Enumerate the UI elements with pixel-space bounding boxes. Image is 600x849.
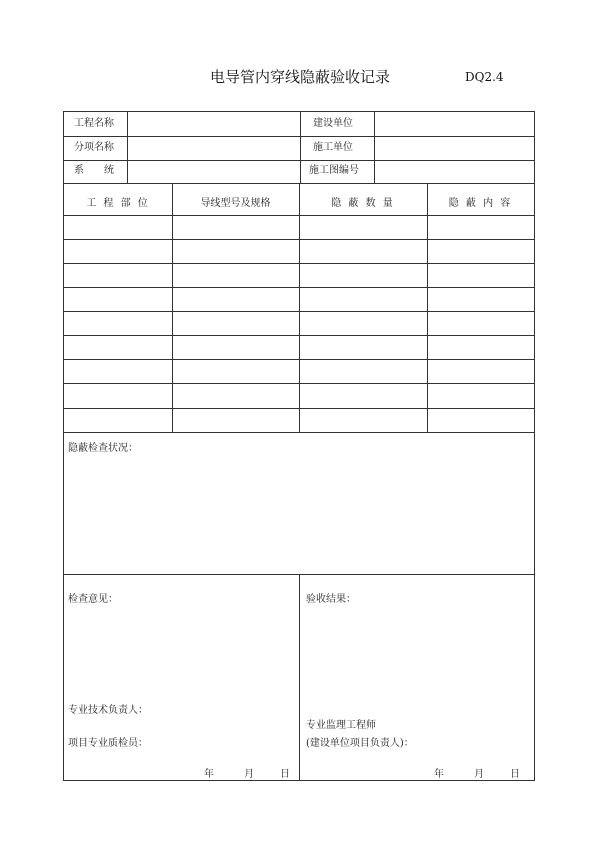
table-cell[interactable] — [67, 244, 169, 258]
tech-lead-label: 专业技术负责人： — [68, 705, 148, 716]
hidden-inspection-field[interactable] — [68, 457, 530, 572]
table-cell[interactable] — [302, 292, 424, 306]
table-cell[interactable] — [67, 364, 169, 378]
table-cell[interactable] — [302, 268, 424, 282]
inspection-opinion-label: 检查意见： — [68, 594, 118, 605]
result-date-day: 日 — [510, 769, 520, 780]
result-date-year: 年 — [434, 769, 444, 780]
table-cell[interactable] — [430, 220, 531, 234]
opinion-date-year: 年 — [204, 769, 214, 780]
table-cell[interactable] — [175, 388, 296, 402]
table-cell[interactable] — [430, 388, 531, 402]
table-cell[interactable] — [302, 388, 424, 402]
opinion-date-day: 日 — [280, 769, 290, 780]
header-location: 工 程 部 位 — [86, 198, 150, 209]
client-unit-label: 建设单位 — [313, 118, 353, 129]
table-cell[interactable] — [430, 244, 531, 258]
table-cell[interactable] — [175, 340, 296, 354]
table-cell[interactable] — [67, 292, 169, 306]
table-cell[interactable] — [175, 364, 296, 378]
divider — [427, 183, 428, 432]
table-cell[interactable] — [67, 220, 169, 234]
header-content: 隐 蔽 内 容 — [448, 198, 513, 209]
table-cell[interactable] — [67, 388, 169, 402]
table-cell[interactable] — [302, 364, 424, 378]
drawing-number-label: 施工图编号 — [309, 165, 359, 176]
acceptance-result-field[interactable] — [306, 610, 528, 710]
table-cell[interactable] — [302, 220, 424, 234]
table-cell[interactable] — [430, 268, 531, 282]
table-cell[interactable] — [67, 268, 169, 282]
table-cell[interactable] — [175, 244, 296, 258]
table-cell[interactable] — [302, 244, 424, 258]
table-cell[interactable] — [67, 340, 169, 354]
divider — [64, 160, 534, 161]
project-name-label: 工程名称 — [74, 118, 114, 129]
table-cell[interactable] — [302, 316, 424, 330]
inspection-opinion-field[interactable] — [68, 610, 294, 700]
divider — [299, 183, 300, 432]
divider — [127, 112, 128, 183]
document-title: 电导管内穿线隐蔽验收记录 — [209, 68, 390, 86]
table-cell[interactable] — [430, 413, 531, 427]
table-cell[interactable] — [430, 292, 531, 306]
table-cell[interactable] — [302, 340, 424, 354]
divider — [300, 112, 301, 183]
table-cell[interactable] — [430, 340, 531, 354]
acceptance-result-label: 验收结果： — [306, 594, 356, 605]
divider — [172, 183, 173, 432]
divider — [64, 432, 534, 433]
divider — [299, 574, 300, 780]
header-quantity: 隐 蔽 数 量 — [331, 198, 395, 209]
table-cell[interactable] — [67, 413, 169, 427]
table-cell[interactable] — [175, 413, 296, 427]
table-cell[interactable] — [175, 316, 296, 330]
table-cell[interactable] — [67, 316, 169, 330]
quality-inspector-label: 项目专业质检员： — [68, 738, 148, 749]
table-cell[interactable] — [302, 413, 424, 427]
table-cell[interactable] — [430, 364, 531, 378]
record-form — [63, 111, 535, 781]
header-wire-spec: 导线型号及规格 — [200, 198, 271, 209]
opinion-date-month: 月 — [244, 769, 254, 780]
table-cell[interactable] — [175, 268, 296, 282]
table-cell[interactable] — [175, 220, 296, 234]
result-date-month: 月 — [474, 769, 484, 780]
document-code: DQ2.4 — [465, 70, 504, 84]
subitem-name-label: 分项名称 — [74, 142, 114, 153]
supervisor-label: 专业监理工程师 — [306, 720, 376, 731]
client-lead-label: (建设单位项目负责人)： — [306, 738, 414, 749]
divider — [374, 112, 375, 183]
table-cell[interactable] — [175, 292, 296, 306]
divider — [64, 136, 534, 137]
system-label: 系 统 — [74, 165, 114, 176]
contractor-unit-label: 施工单位 — [313, 142, 353, 153]
hidden-inspection-label: 隐蔽检查状况： — [68, 443, 138, 454]
table-cell[interactable] — [430, 316, 531, 330]
